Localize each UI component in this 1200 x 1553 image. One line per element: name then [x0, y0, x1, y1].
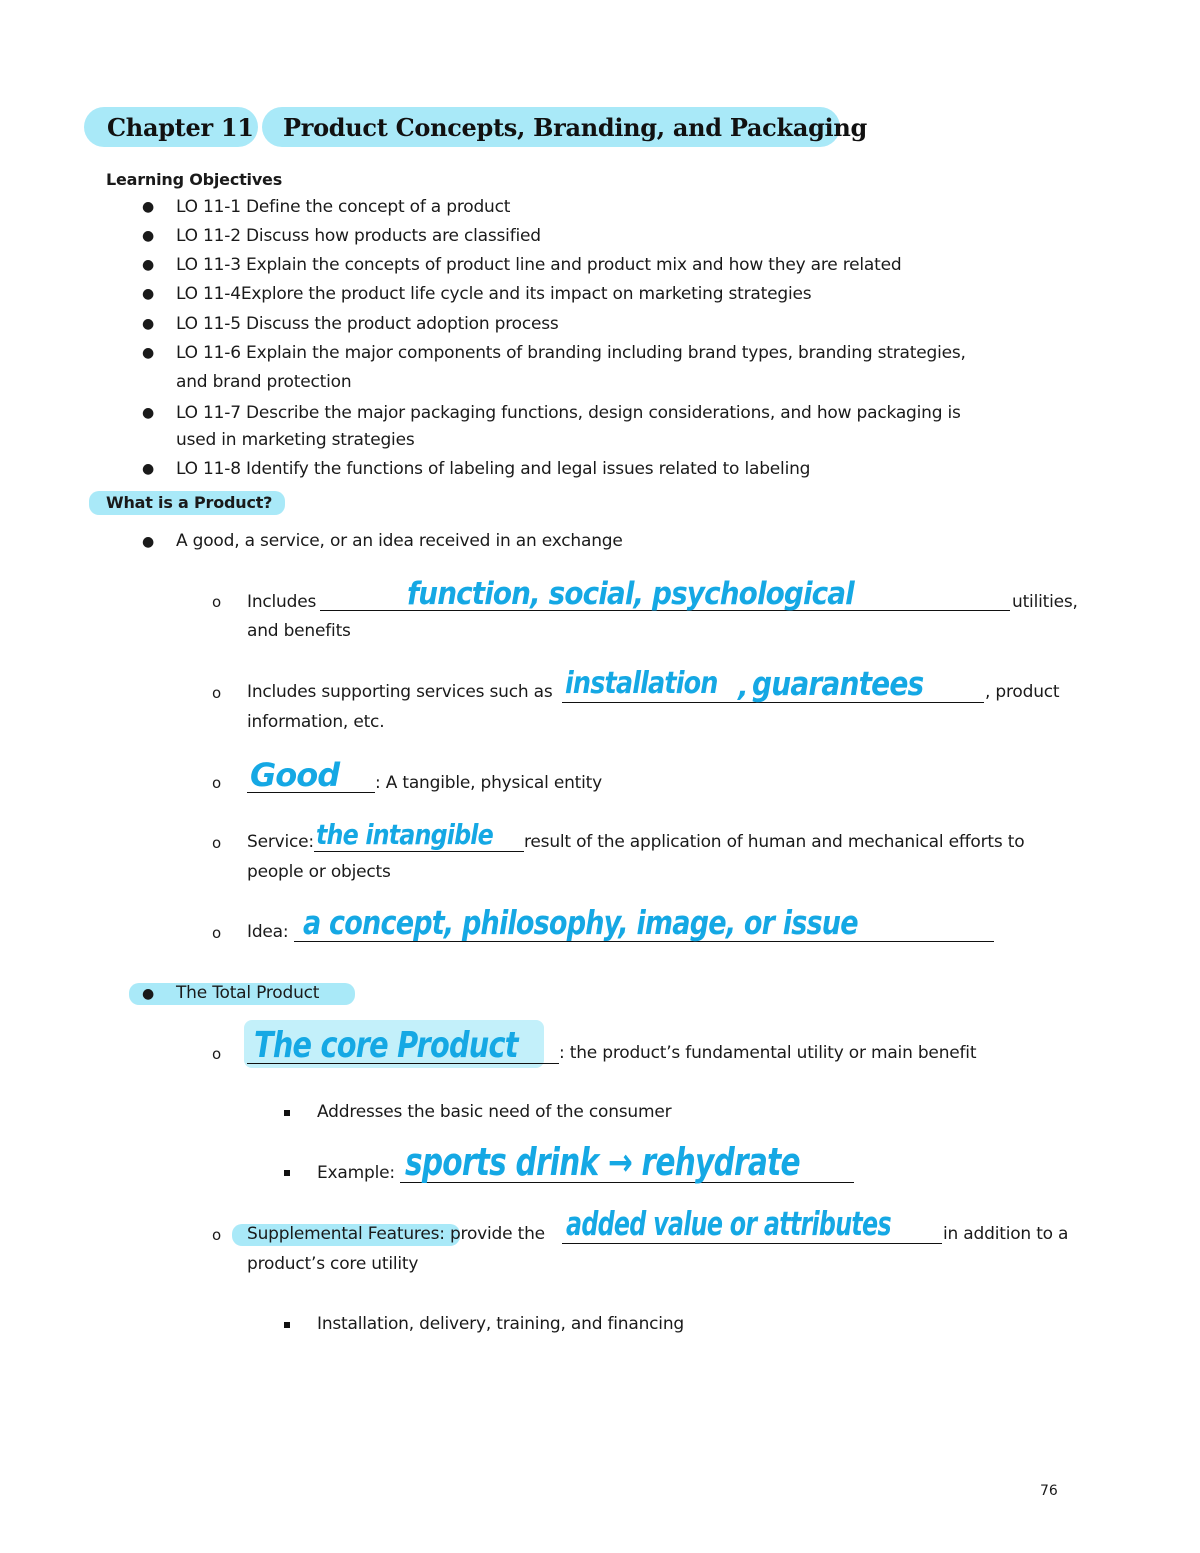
handwritten-answer: the intangible — [316, 818, 493, 851]
circle-bullet-icon: o — [212, 834, 222, 852]
bullet-icon: ● — [142, 345, 155, 361]
circle-bullet-icon: o — [212, 924, 222, 942]
handwritten-answer: function, social, psychological — [407, 576, 854, 612]
circle-bullet-icon: o — [212, 593, 222, 611]
square-bullet-icon — [284, 1170, 290, 1176]
service-continued: people or objects — [247, 862, 391, 882]
bullet-icon: ● — [142, 228, 155, 244]
circle-bullet-icon: o — [212, 774, 222, 792]
objective-item-continued: used in marketing strategies — [176, 430, 415, 450]
handwritten-answer: guarantees — [752, 664, 924, 703]
section-heading: What is a Product? — [106, 493, 273, 512]
supplemental-features-term — [247, 1224, 545, 1244]
handwritten-comma: , — [738, 670, 748, 703]
bullet-icon: ● — [142, 461, 155, 477]
includes-suffix: utilities, — [1012, 592, 1078, 612]
bullet-icon: ● — [142, 534, 155, 550]
example-label: Example: — [317, 1163, 395, 1183]
supporting-suffix: , product — [985, 682, 1060, 702]
objective-item: LO 11-2 Discuss how products are classified — [176, 226, 541, 246]
good-definition: : A tangible, physical entity — [375, 773, 602, 793]
handwritten-answer: Good — [250, 756, 340, 794]
circle-bullet-icon: o — [212, 1045, 222, 1063]
bullet-icon: ● — [142, 405, 155, 421]
circle-bullet-icon: o — [212, 684, 222, 702]
service-label: Service: — [247, 832, 314, 852]
objective-item: LO 11-8 Identify the functions of labeling and legal issues related to labeling — [176, 459, 811, 479]
total-product-heading: The Total Product — [176, 983, 320, 1003]
handwritten-answer: sports drink → rehydrate — [405, 1140, 800, 1184]
chapter-label: Chapter 11 — [107, 113, 254, 142]
objective-item: LO 11-7 Describe the major packaging functions, design considerations, and how packaging is — [176, 403, 961, 423]
idea-label: Idea: — [247, 922, 289, 942]
core-product-detail: Addresses the basic need of the consumer — [317, 1102, 672, 1122]
objective-item: LO 11-3 Explain the concepts of product line and product mix and how they are related — [176, 255, 902, 275]
product-definition: A good, a service, or an idea received in an exchange — [176, 531, 623, 551]
supporting-continued: information, etc. — [247, 712, 385, 732]
objective-item: LO 11-6 Explain the major components of branding including brand types, branding strategies, — [176, 343, 966, 363]
service-definition: result of the application of human and mechanical efforts to — [524, 832, 1025, 852]
bullet-icon: ● — [142, 286, 155, 302]
supplemental-features-label: Supplemental Features: — [247, 1224, 445, 1244]
handwritten-answer: a concept, philosophy, image, or issue — [303, 903, 858, 942]
square-bullet-icon — [284, 1322, 290, 1328]
supplemental-suffix: in addition to a — [943, 1224, 1069, 1244]
handwritten-answer: installation — [565, 666, 718, 701]
supplemental-detail: Installation, delivery, training, and financing — [317, 1314, 684, 1334]
square-bullet-icon — [284, 1110, 290, 1116]
handwritten-answer: added value or attributes — [566, 1204, 891, 1243]
objective-item-continued: and brand protection — [176, 372, 352, 392]
page-number: 76 — [1040, 1483, 1058, 1499]
handwritten-answer: The core Product — [254, 1025, 518, 1066]
bullet-icon: ● — [142, 986, 155, 1002]
bullet-icon: ● — [142, 199, 155, 215]
includes-continued: and benefits — [247, 621, 351, 641]
fill-in-blank — [562, 1243, 942, 1244]
fill-in-blank — [314, 851, 524, 852]
bullet-icon: ● — [142, 316, 155, 332]
bullet-icon: ● — [142, 257, 155, 273]
supplemental-continued: product’s core utility — [247, 1254, 419, 1274]
learning-objectives-heading: Learning Objectives — [106, 170, 283, 189]
circle-bullet-icon: o — [212, 1226, 222, 1244]
core-product-definition: : the product’s fundamental utility or main benefit — [559, 1043, 977, 1063]
supplemental-features-text: provide the — [444, 1224, 545, 1244]
supporting-label: Includes supporting services such as — [247, 682, 553, 702]
includes-label: Includes — [247, 592, 317, 612]
objective-item: LO 11-5 Discuss the product adoption process — [176, 314, 559, 334]
chapter-title: Product Concepts, Branding, and Packaging — [283, 113, 867, 142]
objective-item: LO 11-1 Define the concept of a product — [176, 197, 511, 217]
objective-item: LO 11-4Explore the product life cycle and its impact on marketing strategies — [176, 284, 812, 304]
